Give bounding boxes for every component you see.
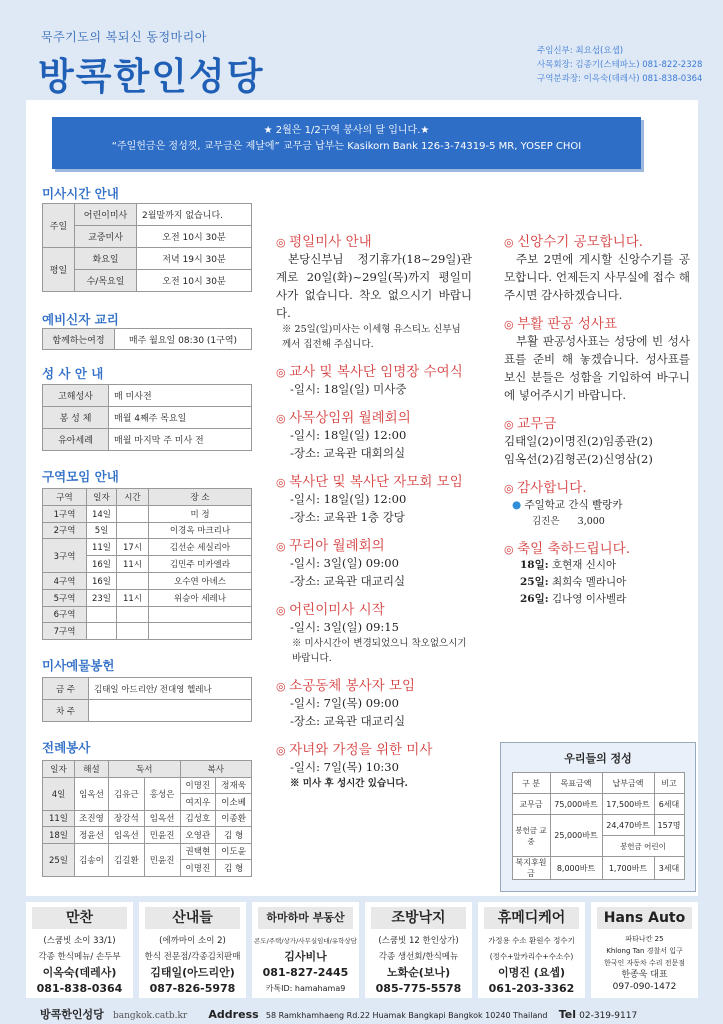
district-cell: 미 정	[149, 505, 252, 522]
ad-line: (정수+알카리수+수소수)	[489, 952, 574, 961]
altar-cell: 이종환	[216, 810, 252, 827]
altar-cell: 임옥선	[75, 777, 109, 810]
footer-address: 58 Ramkhamhaeng Rd.22 Huamak Bangkapi Bangkok 10240 Thailand	[265, 1011, 548, 1020]
ad-line: 콘도/주택/상가/사무실임대/유학상담	[254, 937, 357, 945]
dues-line: 김태일(2)이명진(2)임종관(2)	[504, 434, 653, 448]
altar-header: 해설	[75, 761, 109, 778]
ad-line: 097-090-1472	[612, 982, 677, 992]
ad-line: 087-826-5978	[149, 982, 236, 995]
ad-line: 김사비나	[284, 950, 327, 963]
district-cell: 16일	[87, 556, 117, 573]
district-cell: 위승아 세레나	[149, 589, 252, 606]
mass-schedule-title: 미사시간 안내	[42, 186, 119, 201]
mass-cell: 2월말까지 없습니다.	[137, 204, 252, 226]
mass-cell: 수/목요일	[75, 270, 137, 292]
district-cell	[117, 522, 149, 539]
table-row	[43, 843, 252, 860]
finance-cell: 3세대	[654, 857, 684, 880]
ad-line: (스쿰빗 소이 33/1)	[43, 936, 116, 946]
testimony-title: ◎ 신앙수기 공모합니다.	[504, 234, 644, 250]
feast-date: 18일:	[520, 559, 549, 571]
district-header: 일자	[87, 489, 117, 506]
district-cell: 1구역	[43, 505, 87, 522]
header-info	[537, 44, 702, 86]
district-cell: 4구역	[43, 572, 87, 589]
altar-cell: 4일	[43, 777, 75, 810]
finance-cell: 157명	[654, 815, 684, 836]
notice-title: ◎ 자녀와 가정을 위한 미사	[276, 742, 433, 758]
altar-cell: 조진영	[75, 810, 109, 827]
notices-column	[276, 222, 472, 791]
feast-row	[504, 574, 690, 591]
ad-name: 휴메디케어	[484, 907, 579, 929]
sacrament-cell: 유아세례	[43, 429, 109, 451]
mass-schedule-table	[42, 203, 252, 292]
finance-box	[500, 742, 696, 892]
altar-cell: 홍성은	[144, 777, 180, 810]
table-row	[43, 589, 252, 606]
district-cell: 김민주 미카엘라	[149, 556, 252, 573]
district-header: 장 소	[149, 489, 252, 506]
banner-line-2: “주일헌금은 정성껏, 교무금은 제날에” 교무금 납부는 Kasikorn Bank 126-3-74319-5 MR, YOSEP CHOI	[111, 141, 582, 152]
altar-cell: 여지우	[180, 794, 216, 811]
ad-line: Khlong Tan 경찰서 입구	[606, 947, 683, 955]
altar-cell: 이명진	[180, 777, 216, 794]
district-cell	[117, 572, 149, 589]
footer-tel: 02-319-9117	[579, 1011, 638, 1021]
district-header: 구역	[43, 489, 87, 506]
altar-cell: 18일	[43, 827, 75, 844]
notice-title: ◎ 교사 및 복사단 임명장 수여식	[276, 364, 463, 380]
ad-line: 081-838-0364	[36, 982, 123, 995]
parish-title: 방콕한인성당	[38, 55, 265, 98]
notice-title-text: 평일미사 안내	[289, 234, 372, 250]
ad-name: Hans Auto	[597, 907, 692, 929]
notice-title-text: 복사단 및 복사단 자모회 모임	[289, 474, 463, 490]
notice-line: -일시: 3일(일) 09:00	[290, 556, 399, 570]
district-cell: 11일	[87, 539, 117, 556]
mass-cell: 오전 10시 30분	[137, 270, 252, 292]
ad-jobang	[365, 902, 472, 998]
altar-cell: 김성호	[180, 810, 216, 827]
finance-cell: 6세대	[654, 794, 684, 815]
finance-header: 구 분	[512, 773, 550, 794]
notice-title-text: 자녀와 가정을 위한 미사	[289, 742, 433, 758]
feast-row	[504, 591, 690, 608]
altar-cell: 김 형	[216, 860, 252, 877]
altar-cell: 김 형	[216, 827, 252, 844]
district-cell: 14일	[87, 505, 117, 522]
mass-cell: 저녁 19시 30분	[137, 248, 252, 270]
altar-cell: 정윤선	[75, 827, 109, 844]
ad-humedicare	[478, 902, 585, 998]
notice-title: ◎ 평일미사 안내	[276, 234, 372, 250]
ad-line: 파타나칸 25	[625, 935, 664, 943]
altar-cell: 장강석	[109, 810, 145, 827]
thanks-title: ◎ 감사합니다.	[504, 480, 587, 496]
district-cell	[149, 623, 252, 640]
altar-cell: 11일	[43, 810, 75, 827]
ad-line: 이옥숙(데레사)	[42, 966, 117, 979]
table-row	[43, 522, 252, 539]
altar-cell: 권택현	[180, 843, 216, 860]
ad-line: 한국인 자동차 수리 전문점	[603, 959, 686, 967]
ad-line: 카톡ID: hamahama9	[265, 984, 346, 993]
dues-title: ◎ 교무금	[504, 416, 557, 432]
table-row	[43, 777, 252, 794]
altar-service-title: 전례봉사	[42, 740, 91, 755]
footer-site: bangkok.catb.kr	[112, 1011, 188, 1021]
ad-line: 이명진 (요셉)	[497, 966, 565, 979]
mass-cell: 화요일	[75, 248, 137, 270]
notice-line: -일시: 7일(목) 09:00	[290, 696, 399, 710]
mass-cell: 오전 10시 30분	[137, 226, 252, 248]
feast-title-text: 축일 축하드립니다.	[517, 541, 631, 557]
notice-line: -일시: 7일(목) 10:30	[290, 760, 399, 774]
finance-header: 비고	[654, 773, 684, 794]
finance-cell: 8,000바트	[550, 857, 602, 880]
finance-cell: 복지후원금	[512, 857, 550, 880]
district-cell	[87, 606, 117, 623]
thanks-donor: 김진은 3,000	[532, 516, 605, 527]
altar-cell: 정재욱	[216, 777, 252, 794]
sacrament-table	[42, 384, 252, 451]
notice-title: ◎ 복사단 및 복사단 자모회 모임	[276, 474, 463, 490]
ad-name: 조방낙지	[371, 907, 466, 929]
offering-cell	[89, 700, 252, 722]
footer	[40, 1006, 700, 1022]
feast-date: 26일:	[520, 593, 549, 605]
notice-title-text: 소공동체 봉사자 모임	[289, 678, 416, 694]
ad-line: 한식 전문점/각종김치판매	[144, 952, 241, 962]
notice-line: -장소: 교육관 대교리실	[290, 574, 406, 588]
mass-cell: 주일	[43, 204, 75, 248]
altar-cell: 임옥선	[144, 810, 180, 827]
district-header: 시간	[117, 489, 149, 506]
finance-cell: 1,700바트	[602, 857, 654, 880]
ad-line: 각종 생선회/한식메뉴	[378, 952, 459, 962]
finance-header: 납부금액	[602, 773, 654, 794]
notice-title-text: 교사 및 복사단 임명장 수여식	[289, 364, 463, 380]
testimony-body: 주보 2면에 게시할 신앙수기를 공모합니다. 언제든지 사무실에 접수 해 주시면 감사하겠습니다.	[504, 252, 690, 302]
notice-title: ◎ 어린이미사 시작	[276, 602, 385, 618]
mass-cell: 어린이미사	[75, 204, 137, 226]
footer-name: 방콕한인성당	[40, 1008, 104, 1021]
ad-line: 가정용 수소 환원수 정수기	[488, 936, 575, 945]
easter-title-text: 부활 판공 성사표	[517, 316, 617, 332]
finance-cell: 24,470바트	[602, 815, 654, 836]
altar-cell: 이도윤	[216, 843, 252, 860]
ad-line: 노화순(보나)	[386, 966, 451, 979]
finance-cell: 봉헌금 교중	[512, 815, 550, 857]
footer-address-label: Address	[208, 1008, 259, 1021]
finance-title: 우리들의 정성	[564, 752, 632, 765]
testimony-title-text: 신앙수기 공모합니다.	[517, 234, 644, 250]
ad-line: (스쿰빗 12 한인상가)	[378, 936, 459, 946]
district-cell	[149, 606, 252, 623]
notice-line: -일시: 18일(일) 12:00	[290, 428, 407, 442]
thanks-title-text: 감사합니다.	[517, 480, 587, 496]
finance-cell: 교무금	[512, 794, 550, 815]
altar-cell: 김송이	[75, 843, 109, 876]
altar-header: 독서	[109, 761, 181, 778]
district-cell: 6구역	[43, 606, 87, 623]
notice-title: ◎ 사목상임위 월례회의	[276, 410, 411, 426]
mass-cell: 평일	[43, 248, 75, 292]
table-row	[43, 623, 252, 640]
altar-cell: 김유근	[109, 777, 145, 810]
district-table	[42, 488, 252, 640]
feast-date: 25일:	[520, 576, 549, 588]
district-cell: 2구역	[43, 522, 87, 539]
notice-title-text: 어린이미사 시작	[289, 602, 385, 618]
district-cell: 3구역	[43, 539, 87, 573]
easter-title: ◎ 부활 판공 성사표	[504, 316, 617, 332]
ad-hamahama	[252, 902, 359, 998]
district-cell	[87, 623, 117, 640]
offering-cell: 김태일 아드리안/ 전대영 헬레나	[89, 678, 252, 700]
notice-line: -일시: 18일(일) 12:00	[290, 492, 407, 506]
table-row	[43, 810, 252, 827]
notice-title-text: 꾸리아 월례회의	[289, 538, 385, 554]
table-row	[512, 815, 684, 836]
district-cell: 5구역	[43, 589, 87, 606]
altar-service-table	[42, 760, 252, 877]
altar-cell: 민윤진	[144, 827, 180, 844]
district-cell: 23일	[87, 589, 117, 606]
notice-note: ※ 미사 후 성시간 있습니다.	[290, 778, 408, 789]
ad-sannaedeul	[139, 902, 246, 998]
offering-table	[42, 677, 252, 722]
altar-cell: 민윤진	[144, 843, 180, 876]
table-row	[43, 606, 252, 623]
ad-line: 김태일(아드리안)	[150, 966, 235, 979]
altar-cell: 이명진	[180, 860, 216, 877]
district-cell: 11시	[117, 589, 149, 606]
district-cell: 김선순 세실리아	[149, 539, 252, 556]
district-cell: 5일	[87, 522, 117, 539]
table-row	[512, 794, 684, 815]
ad-manchan	[26, 902, 133, 998]
finance-cell: 25,000바트	[550, 815, 602, 857]
dues-title-text: 교무금	[517, 416, 557, 432]
notice-line: -장소: 교육관 대교리실	[290, 714, 406, 728]
sacrament-cell: 봉 성 체	[43, 407, 109, 429]
notice-line: -장소: 교육관 대회의실	[290, 446, 406, 460]
feast-row	[504, 557, 690, 574]
mass-cell: 교중미사	[75, 226, 137, 248]
sacrament-title: 성 사 안 내	[42, 366, 104, 381]
ad-line: 061-203-3362	[488, 982, 575, 995]
ad-name: 만찬	[32, 907, 127, 929]
ad-hans-auto	[591, 902, 698, 998]
district-cell: 16일	[87, 572, 117, 589]
announcement-banner	[52, 117, 641, 169]
altar-cell: 임옥선	[109, 827, 145, 844]
footer-tel-label: Tel	[558, 1008, 576, 1021]
feast-name: 김나영 이사벨라	[551, 593, 627, 605]
finance-cell: 17,500바트	[602, 794, 654, 815]
district-cell: 11시	[117, 556, 149, 573]
notice-title: ◎ 소공동체 봉사자 모임	[276, 678, 416, 694]
notice-line: -일시: 3일(일) 09:15	[290, 620, 399, 634]
easter-body: 부활 판공성사표는 성당에 빈 성사표를 준비 해 놓겠습니다. 성사표를 보신 분들은 성함을 기입하여 바구니에 넣어주시기 바랍니다.	[504, 334, 690, 402]
notice-title: ◎ 꾸리아 월례회의	[276, 538, 385, 554]
feast-name: 최희숙 멜라니아	[551, 576, 627, 588]
altar-cell: 25일	[43, 843, 75, 876]
district-head-info: 구역분과장: 이옥숙(데레사) 081-838-0364	[537, 74, 703, 84]
altar-cell: 이소베	[216, 794, 252, 811]
district-cell: 이경옥 마크리나	[149, 522, 252, 539]
finance-cell: 75,000바트	[550, 794, 602, 815]
finance-header: 목표금액	[550, 773, 602, 794]
catechumen-title: 예비신자 교리	[42, 312, 119, 327]
notice-line: -장소: 교육관 1층 강당	[290, 510, 405, 524]
district-cell: 7구역	[43, 623, 87, 640]
table-row	[512, 857, 684, 880]
sacrament-cell: 매월 마지막 주 미사 전	[109, 429, 252, 451]
district-cell	[117, 505, 149, 522]
notice-note: ※ 25일(일)미사는 이세형 유스티노 신부님 께서 집전해 주십니다.	[282, 324, 461, 350]
catechumen-table	[42, 328, 252, 350]
finance-cell: 봉헌금 어린이	[602, 836, 684, 857]
table-row	[43, 539, 252, 556]
sacrament-cell: 매 미사전	[109, 385, 252, 407]
right-column	[504, 222, 690, 608]
ad-name: 하마하마 부동산	[258, 907, 353, 929]
offering-cell: 금 주	[43, 678, 89, 700]
thanks-item	[504, 496, 690, 514]
notice-body: 본당신부님 정기휴가(18~29일)관계로 20일(화)~29일(목)까지 평일미사가 없습니다. 착오 없으시기 바랍니다.	[276, 252, 472, 320]
sacrament-cell: 고해성사	[43, 385, 109, 407]
ad-line: 081-827-2445	[262, 966, 349, 979]
ad-name: 산내들	[145, 907, 240, 929]
banner-line-1: ★ 2월은 1/2구역 봉사의 달 입니다.★	[263, 125, 430, 136]
dues-line: 임옥선(2)김형곤(2)신영삼(2)	[504, 452, 653, 466]
altar-header: 일자	[43, 761, 75, 778]
parish-subtitle: 묵주기도의 복되신 동정마리아	[41, 30, 207, 44]
district-cell	[117, 623, 149, 640]
table-row	[43, 827, 252, 844]
district-cell	[117, 606, 149, 623]
feast-title: ◎ 축일 축하드립니다.	[504, 541, 631, 557]
district-cell: 17시	[117, 539, 149, 556]
catechumen-label: 함께하는여정	[43, 329, 115, 350]
council-info: 사목회장: 김종기(스테파노) 081-822-2328	[537, 60, 703, 70]
district-cell: 오수연 아녜스	[149, 572, 252, 589]
district-title: 구역모임 안내	[42, 469, 119, 484]
offering-cell: 차 주	[43, 700, 89, 722]
catechumen-value: 매주 월요일 08:30 (1구역)	[115, 329, 252, 350]
ad-line: 각종 한식메뉴/ 손두부	[38, 952, 121, 962]
altar-cell: 김길환	[109, 843, 145, 876]
table-row	[43, 505, 252, 522]
altar-cell: 오영관	[180, 827, 216, 844]
notice-line: -일시: 18일(일) 미사중	[290, 382, 407, 396]
feast-name: 호현재 신시아	[551, 559, 617, 571]
notice-note: ※ 미사시간이 변경되었으니 착오없으시기 바랍니다.	[292, 638, 467, 664]
ad-line: 한종욱 대표	[621, 970, 668, 980]
finance-table	[512, 772, 685, 880]
offering-title: 미사예물봉헌	[42, 658, 115, 673]
table-row	[43, 572, 252, 589]
thanks-item-text: 주일학교 간식 빨랑카	[524, 499, 623, 511]
ad-line: (에까마이 소이 2)	[159, 936, 226, 946]
ad-line: 085-775-5578	[375, 982, 462, 995]
pastor-info: 주임신부: 최요섭(요셉)	[537, 46, 624, 56]
sacrament-cell: 매월 4째주 목요일	[109, 407, 252, 429]
sponsor-ads	[26, 902, 698, 998]
bullet-icon: ●	[512, 499, 525, 511]
notice-title-text: 사목상임위 월례회의	[289, 410, 411, 426]
altar-header: 복사	[180, 761, 252, 778]
